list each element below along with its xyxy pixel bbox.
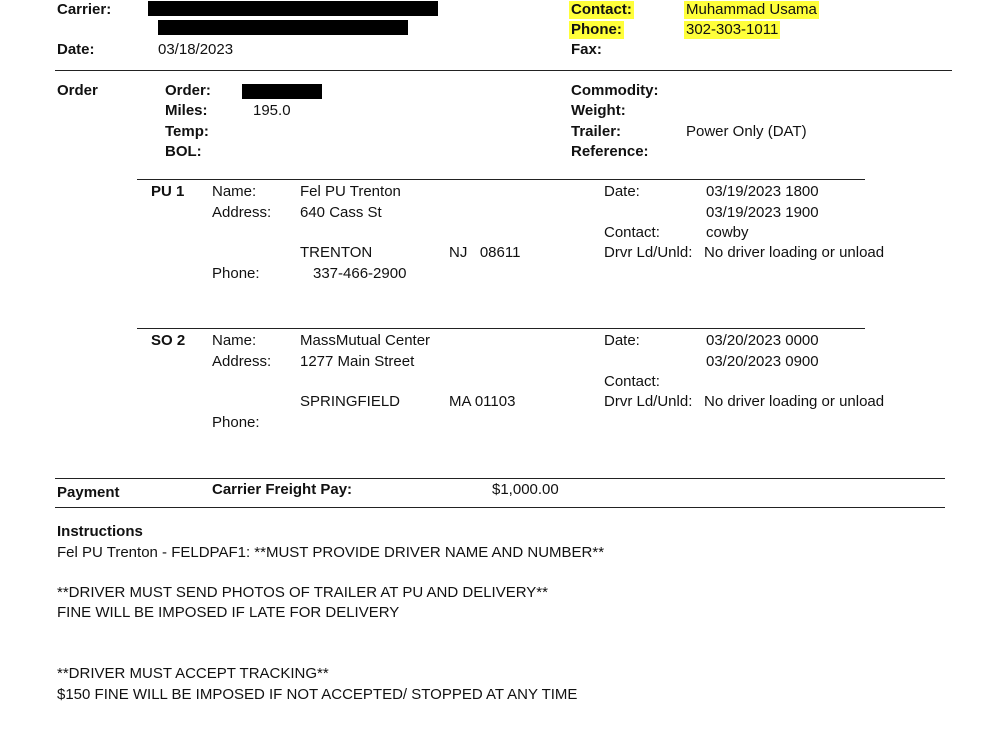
date-label: Date: xyxy=(57,41,95,58)
instruction-line-5: $150 FINE WILL BE IMPOSED IF NOT ACCEPTED/ STOPPED AT ANY TIME xyxy=(57,686,578,703)
stop-2-phone-label: Phone: xyxy=(212,414,260,431)
stop-1-date-start: 03/19/2023 1800 xyxy=(706,183,819,200)
stop-1-address-label: Address: xyxy=(212,204,272,221)
trailer-value: Power Only (DAT) xyxy=(686,123,807,140)
stop-2-city: SPRINGFIELD xyxy=(300,393,401,410)
stop-1-drvr-label: Drvr Ld/Unld: xyxy=(604,244,693,261)
header-divider xyxy=(55,70,952,71)
carrier-freight-pay-value: $1,000.00 xyxy=(492,481,559,498)
temp-label: Temp: xyxy=(165,123,209,140)
stop-1-city: TRENTON xyxy=(300,244,373,261)
trailer-label: Trailer: xyxy=(571,123,622,140)
stop-2-drvr-label: Drvr Ld/Unld: xyxy=(604,393,693,410)
carrier-label: Carrier: xyxy=(57,1,112,18)
weight-label: Weight: xyxy=(571,102,626,119)
instruction-line-3: FINE WILL BE IMPOSED IF LATE FOR DELIVERY xyxy=(57,604,400,621)
date-value: 03/18/2023 xyxy=(158,41,234,58)
stop-1-name-label: Name: xyxy=(212,183,257,200)
stop-2-name-label: Name: xyxy=(212,332,257,349)
stop-2-address-label: Address: xyxy=(212,353,272,370)
payment-bottom-divider xyxy=(55,507,945,508)
miles-value: 195.0 xyxy=(253,102,291,119)
stop-2-name: MassMutual Center xyxy=(300,332,431,349)
carrier-freight-pay-label: Carrier Freight Pay: xyxy=(212,481,353,498)
payment-top-divider xyxy=(55,478,945,479)
miles-label: Miles: xyxy=(165,102,208,119)
stop-1-name: Fel PU Trenton xyxy=(300,183,401,200)
order-section-label: Order xyxy=(57,82,98,99)
payment-section-label: Payment xyxy=(57,484,120,501)
instruction-line-4: **DRIVER MUST ACCEPT TRACKING** xyxy=(57,665,329,682)
stop-1-drvr: No driver loading or unload xyxy=(704,244,885,261)
commodity-label: Commodity: xyxy=(571,82,659,99)
stop-2-address: 1277 Main Street xyxy=(300,353,415,370)
fax-label: Fax: xyxy=(571,41,602,58)
stop-1-state-zip: NJ 08611 xyxy=(449,244,521,261)
order-label: Order: xyxy=(165,82,211,99)
bol-label: BOL: xyxy=(165,143,202,160)
instruction-line-1: Fel PU Trenton - FELDPAF1: **MUST PROVIDE DRIVER NAME AND NUMBER** xyxy=(57,544,605,561)
stop-2-state-zip: MA 01103 xyxy=(449,393,516,410)
stop-1-code: PU 1 xyxy=(151,183,185,200)
carrier-name-redaction xyxy=(148,1,438,16)
contact-value: Muhammad Usama xyxy=(686,1,817,18)
reference-label: Reference: xyxy=(571,143,649,160)
stop-1-contact: cowby xyxy=(706,224,749,241)
phone-label: Phone: xyxy=(571,21,622,38)
stop-1-phone-label: Phone: xyxy=(212,265,260,282)
instruction-line-2: **DRIVER MUST SEND PHOTOS OF TRAILER AT PU AND DELIVERY** xyxy=(57,584,548,601)
stop-2-date-start: 03/20/2023 0000 xyxy=(706,332,819,349)
stop-1-contact-label: Contact: xyxy=(604,224,660,241)
carrier-address-redaction xyxy=(158,20,408,35)
stop-1-address: 640 Cass St xyxy=(300,204,382,221)
stop-1-date-end: 03/19/2023 1900 xyxy=(706,204,819,221)
phone-value: 302-303-1011 xyxy=(686,21,779,38)
stop-2-drvr: No driver loading or unload xyxy=(704,393,885,410)
stop-1-phone: 337-466-2900 xyxy=(313,265,407,282)
stop-2-date-end: 03/20/2023 0900 xyxy=(706,353,819,370)
contact-label: Contact: xyxy=(571,1,632,18)
stop-1-divider xyxy=(137,179,865,180)
stop-2-divider xyxy=(137,328,865,329)
stop-2-code: SO 2 xyxy=(151,332,186,349)
instructions-title: Instructions xyxy=(57,523,143,540)
stop-2-date-label: Date: xyxy=(604,332,640,349)
stop-1-date-label: Date: xyxy=(604,183,640,200)
order-number-redaction xyxy=(242,84,322,99)
stop-2-contact-label: Contact: xyxy=(604,373,660,390)
